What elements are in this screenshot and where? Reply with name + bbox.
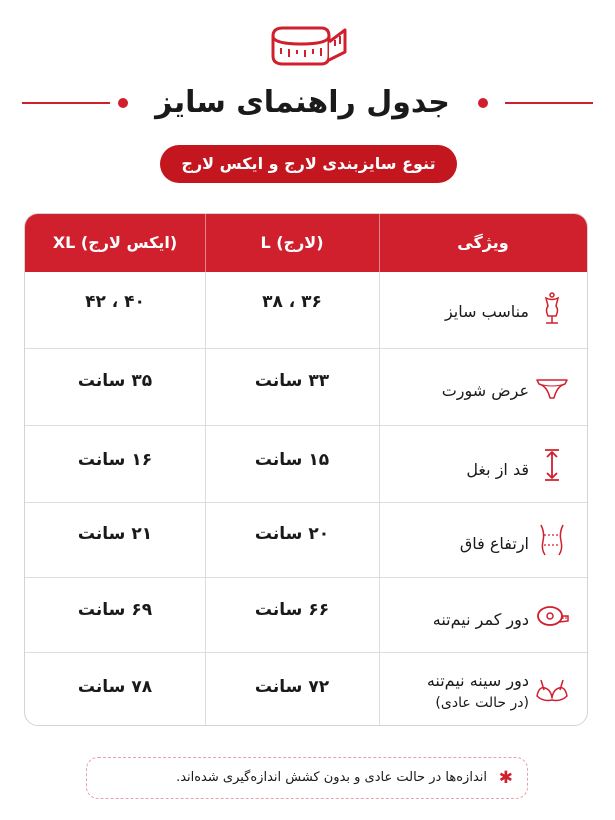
mannequin-icon bbox=[535, 292, 569, 326]
vertical-arrow-icon bbox=[535, 448, 569, 482]
table-header bbox=[25, 214, 588, 272]
note-text: اندازه‌ها در حالت عادی و بدون کشش اندازه‌گیری شده‌اند. bbox=[176, 770, 487, 785]
measurement-note bbox=[86, 757, 528, 799]
table-row bbox=[25, 272, 587, 348]
asterisk-icon: ✱ bbox=[498, 768, 513, 788]
feature-label: قد از بغل bbox=[466, 460, 529, 479]
page-title: جدول راهنمای سایز bbox=[155, 85, 450, 120]
waist-icon bbox=[535, 523, 569, 557]
feature-label: مناسب سایز bbox=[444, 302, 529, 321]
column-header-xl: (ایکس لارج) XL bbox=[52, 233, 178, 252]
cell-l: ۲۰ سانت bbox=[254, 524, 330, 544]
size-table bbox=[24, 213, 588, 726]
feature-sublabel: (در حالت عادی) bbox=[435, 695, 529, 711]
table-row bbox=[25, 578, 587, 652]
cell-l: ۳۶ ، ۳۸ bbox=[262, 292, 322, 312]
bra-icon bbox=[535, 676, 569, 710]
briefs-icon bbox=[535, 372, 569, 406]
cell-xl: ۱۶ سانت bbox=[77, 450, 153, 470]
header-divider bbox=[379, 214, 380, 272]
measuring-tape-icon bbox=[267, 22, 349, 70]
cell-l: ۶۶ سانت bbox=[254, 600, 330, 620]
title-dot-left bbox=[118, 98, 128, 108]
subtitle-badge: تنوع سایزبندی لارج و ایکس لارج bbox=[160, 145, 457, 183]
column-header-l: (لارج) L bbox=[260, 233, 324, 252]
cell-l: ۳۳ سانت bbox=[254, 371, 330, 391]
cell-xl: ۳۵ سانت bbox=[77, 371, 153, 391]
title-divider-right bbox=[505, 102, 593, 104]
header-divider bbox=[205, 214, 206, 272]
tape-measure-icon bbox=[535, 599, 569, 633]
table-row bbox=[25, 426, 587, 502]
table-row bbox=[25, 503, 587, 577]
title-row bbox=[0, 78, 615, 128]
title-dot-right bbox=[478, 98, 488, 108]
cell-xl: ۷۸ سانت bbox=[77, 677, 153, 697]
table-row bbox=[25, 349, 587, 425]
cell-l: ۷۲ سانت bbox=[254, 677, 330, 697]
feature-label: دور کمر نیم‌تنه bbox=[432, 610, 529, 629]
feature-label: دور سینه نیم‌تنه bbox=[426, 671, 529, 690]
table-row bbox=[25, 653, 587, 726]
column-header-feature: ویژگی bbox=[457, 233, 509, 252]
title-divider-left bbox=[22, 102, 110, 104]
feature-label: ارتفاع فاق bbox=[459, 534, 529, 553]
cell-l: ۱۵ سانت bbox=[254, 450, 330, 470]
feature-label: عرض شورت bbox=[441, 381, 529, 400]
cell-xl: ۲۱ سانت bbox=[77, 524, 153, 544]
cell-xl: ۴۰ ، ۴۲ bbox=[85, 292, 145, 312]
cell-xl: ۶۹ سانت bbox=[77, 600, 153, 620]
